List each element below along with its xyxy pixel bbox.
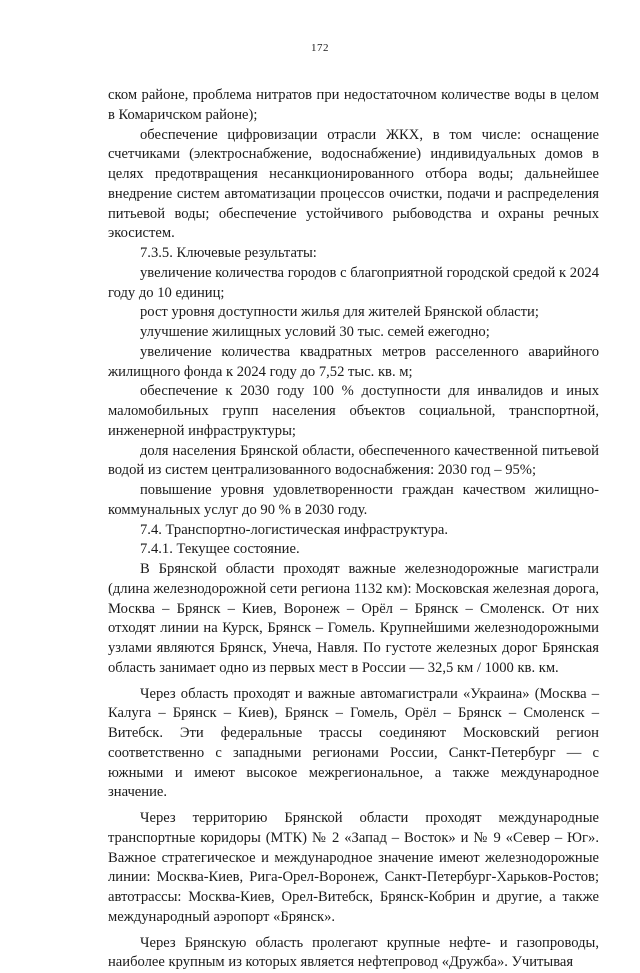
- paragraph: ском районе, проблема нитратов при недостаточном количестве воды в целом в Комаричском районе);: [108, 86, 599, 126]
- list-item: увеличение количества городов с благоприятной городской средой к 2024 году до 10 единиц;: [108, 264, 599, 304]
- paragraph: Через Брянскую область пролегают крупные нефте- и газопроводы, наиболее крупным из которых является нефтепровод «Дружба». Учитывая: [108, 934, 599, 973]
- paragraph: В Брянской области проходят важные железнодорожные магистрали (длина железнодорожной сети региона 1132 км): Московская железная дорога, Москва – Брянск – Киев, Воронеж – Орёл – Брянск – Смоленск. От них отходят линии на Курск, Брянск – Гомель. Крупнейшими железнодорожными узлами являются Брянск, Унеча, Навля. По густоте железных дорог Брянская область занимает одно из первых мест в России — 32,5 км / 1000 кв. км.: [108, 560, 599, 679]
- paragraph: обеспечение цифровизации отрасли ЖКХ, в том числе: оснащение счетчиками (электроснабжение, водоснабжение) индивидуальных домов в целях предотвращения несанкционированного отбора воды; дальнейшее внедрение систем автоматизации процессов очистки, подачи и распределения питьевой воды; обеспечение устойчивого рыбоводства и охраны речных экосистем.: [108, 126, 599, 245]
- page-body: [108, 86, 599, 973]
- list-item: рост уровня доступности жилья для жителей Брянской области;: [108, 303, 599, 323]
- section-heading: 7.4. Транспортно-логистическая инфраструктура.: [108, 521, 599, 541]
- page-number: 172: [0, 42, 640, 54]
- section-heading: 7.4.1. Текущее состояние.: [108, 540, 599, 560]
- list-item: повышение уровня удовлетворенности граждан качеством жилищно-коммунальных услуг до 90 % в 2030 году.: [108, 481, 599, 521]
- list-item: обеспечение к 2030 году 100 % доступности для инвалидов и иных маломобильных групп населения объектов социальной, транспортной, инженерной инфраструктуры;: [108, 382, 599, 441]
- paragraph: Через территорию Брянской области проходят международные транспортные коридоры (МТК) № 2 «Запад – Восток» и № 9 «Север – Юг». Важное стратегическое и международное значение имеют железнодорожные линии: Москва-Киев, Рига-Орел-Воронеж, Санкт-Петербург-Харьков-Ростов; автотрассы: Москва-Киев, Орел-Витебск, Брянск-Кобрин и другие, а также международный аэропорт «Брянск».: [108, 809, 599, 928]
- section-heading: 7.3.5. Ключевые результаты:: [108, 244, 599, 264]
- list-item: улучшение жилищных условий 30 тыс. семей ежегодно;: [108, 323, 599, 343]
- list-item: доля населения Брянской области, обеспеченного качественной питьевой водой из систем централизованного водоснабжения: 2030 год – 95%;: [108, 442, 599, 482]
- paragraph: Через область проходят и важные автомагистрали «Украина» (Москва – Калуга – Брянск – Киев), Брянск – Гомель, Орёл – Брянск – Смоленск – Витебск. Эти федеральные трассы соединяют Московский регион соответственно с западными регионами России, Санкт-Петербург — с южными и имеют высокое межрегиональное, а также международное значение.: [108, 685, 599, 804]
- list-item: увеличение количества квадратных метров расселенного аварийного жилищного фонда к 2024 году до 7,52 тыс. кв. м;: [108, 343, 599, 383]
